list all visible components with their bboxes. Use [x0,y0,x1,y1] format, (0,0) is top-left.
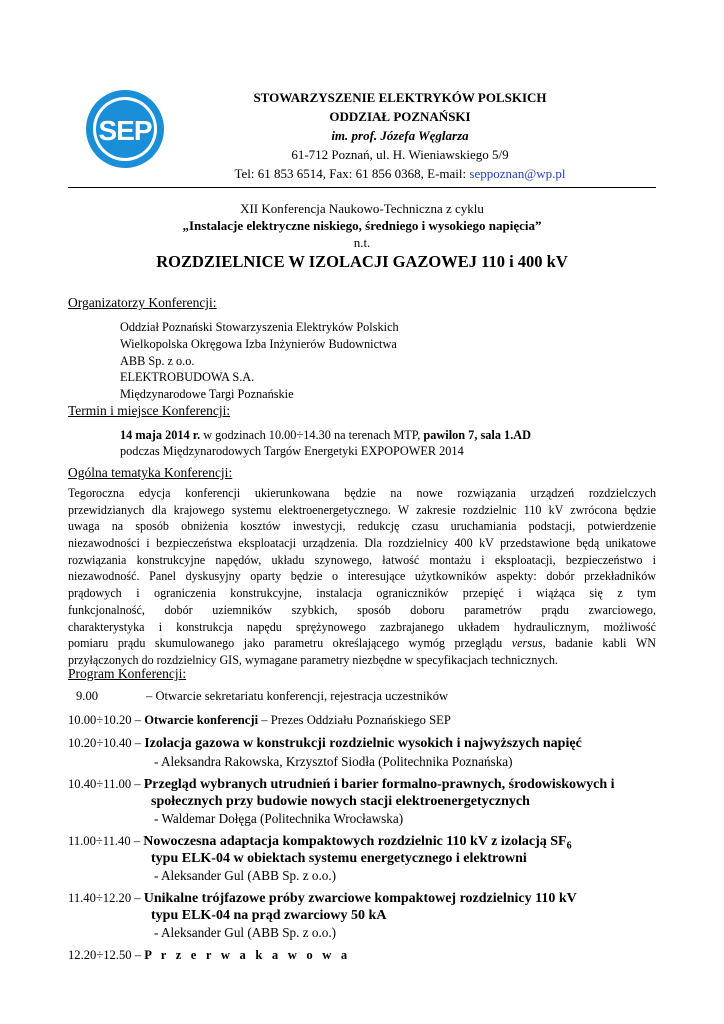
program-item [76,689,449,704]
topics-line: uwaga na sposób obniżenia kosztów inwestycji, redukcję czasu uruchamiania podstacji, potwierdzenie [68,519,656,534]
program-text: – Prezes Oddziału Poznańskiego SEP [258,713,451,727]
branch-name: ODDZIAŁ POZNAŃSKI [329,109,471,124]
venue-time-place: w godzinach 10.00÷14.30 na terenach MTP, [200,428,424,442]
email-link[interactable]: seppoznan@wp.pl [469,166,566,181]
patron-name: im. prof. Józefa Węglarza [331,128,469,143]
program-time: 9.00 [76,689,99,703]
topics-line: niezawodność. Panel dyskusyjny oparty będzie o interesujące użytkowników aspekty: dobór przekładników [68,569,656,584]
program-title-cont: typu ELK-04 na prąd zwarciowy 50 kA [151,908,387,923]
topics-line: przewidzianych dla krajowego systemu elektroenergetycznego. W zakresie rozdzielnic 110 kV zwrócona będzie [68,502,656,517]
venue-pavilion: pawilon 7, sala 1.AD [423,428,532,442]
program-time: 12.20÷12.50 – [68,948,145,962]
topics-heading: Ogólna tematyka Konferencji: [68,465,233,480]
conference-series: XII Konferencja Naukowo-Techniczna z cyklu [240,201,484,216]
program-speaker: - Aleksander Gul (ABB Sp. z o.o.) [154,925,337,940]
topics-line-text: pomiaru prądu skumulowanego jako parametru określającego wymóg przeglądu [68,636,512,651]
topics-line-tail: , badanie kabli WN [542,636,657,651]
program-time: 10.40÷11.00 – [68,777,144,791]
topics-line: funkcjonalność, dobór uziemników szybkich, sposób doboru parametrów prądu zwarciowego, [68,602,656,617]
topics-line: rozwiązania konstrukcyjne napędów, układu szynowego, łatwość montażu i eksploatacji, bezpieczeństwo i [68,552,656,567]
topics-line: niezawodności i bezpieczeństwa eksploatacji urządzenia. Dla rozdzielnicy 400 kV przedstawione będą unikatowe [68,536,656,551]
venue-line-2: podczas Międzynarodowych Targów Energetyki EXPOPOWER 2014 [120,444,464,458]
program-item [68,736,582,752]
topics-line: prądowych i ograniczenia konstrukcyjne, instalacja ograniczników przepięć i wiążąca się z tym [68,586,656,601]
topics-line: charakterystyka i konstrukcja napędu sprężynowego zazbrajanego układem hydraulicznym, możliwość [68,619,656,634]
program-speaker: - Aleksander Gul (ABB Sp. z o.o.) [154,868,337,883]
program-item [68,777,615,793]
program-time: 11.40÷12.20 – [68,891,144,905]
program-speaker: - Aleksandra Rakowska, Krzysztof Siodła (Politechnika Poznańska) [154,754,513,769]
subscript-6: 6 [566,840,572,852]
organizer-item: Międzynarodowe Targi Poznańskie [120,387,294,401]
venue-line-1 [120,427,531,444]
program-title: Unikalne trójfazowe próby zwarciowe kompaktowej rozdzielnicy 110 kV [143,891,577,906]
org-name: STOWARZYSZENIE ELEKTRYKÓW POLSKICH [253,90,547,105]
program-item [68,891,577,907]
conference-title: ROZDZIELNICE W IZOLACJI GAZOWEJ 110 i 400 kV [156,252,568,271]
organizer-item: ABB Sp. z o.o. [120,354,195,368]
program-text: – Otwarcie sekretariatu konferencji, rejestracja uczestników [146,689,449,703]
cycle-title: „Instalacje elektryczne niskiego, średniego i wysokiego napięcia” [182,218,542,233]
sep-logo [84,88,166,170]
topics-paragraph [68,485,656,669]
logo-text: SEP [98,115,152,146]
nt-label: n.t. [353,235,371,250]
program-heading: Program Konferencji: [68,666,187,681]
program-title-cont: typu ELK-04 w obiektach systemu energetycznego i elektrowni [151,851,527,866]
versus-word: versus [511,636,543,651]
program-item [68,834,572,852]
topics-line: Tegoroczna edycja konferencji ukierunkowana będzie na nowe rozwiązania urządzeń rozdzielczych [68,486,656,500]
program-time: 10.20÷10.40 – [68,736,145,750]
organizer-item: ELEKTROBUDOWA S.A. [120,370,255,384]
topics-line-versus [68,635,656,652]
program-title: Izolacja gazowa w konstrukcji rozdzielnic wysokich i najwyższych napięć [144,736,582,751]
organizers-heading: Organizatorzy Konferencji: [68,295,217,310]
venue-date: 14 maja 2014 r. [120,428,201,442]
program-item [68,948,350,963]
coffee-break: P r z e r w a k a w o w a [144,948,351,962]
program-time: 10.00÷10.20 – [68,713,145,727]
program-title-cont: społecznych przy budowie nowych stacji elektroenergetycznych [151,794,530,809]
contact-line [190,164,610,183]
topics-line: przyłączonych do rozdzielnicy GIS, wymagane parametry niezbędne w specyfikacjach technicznych. [68,652,558,667]
program-title: Nowoczesna adaptacja kompaktowych rozdzielnic 110 kV z izolacją SF [143,834,567,849]
program-time: 11.00÷11.40 – [68,834,144,848]
program-title: Otwarcie konferencji [144,713,259,727]
contact-prefix: Tel: 61 853 6514, Fax: 61 856 0368, E-mail: [234,166,470,181]
header-divider [68,187,656,188]
address: 61-712 Poznań, ul. H. Wieniawskiego 5/9 [291,147,509,162]
program-speaker: - Waldemar Dołęga (Politechnika Wrocławska) [154,811,404,826]
organizer-item: Oddział Poznański Stowarzyszenia Elektryków Polskich [120,320,399,334]
program-title: Przegląd wybranych utrudnień i barier formalno-prawnych, środowiskowych i [143,777,615,792]
organizer-item: Wielkopolska Okręgowa Izba Inżynierów Budownictwa [120,337,397,351]
venue-heading: Termin i miejsce Konferencji: [68,403,231,418]
program-item [68,713,451,728]
